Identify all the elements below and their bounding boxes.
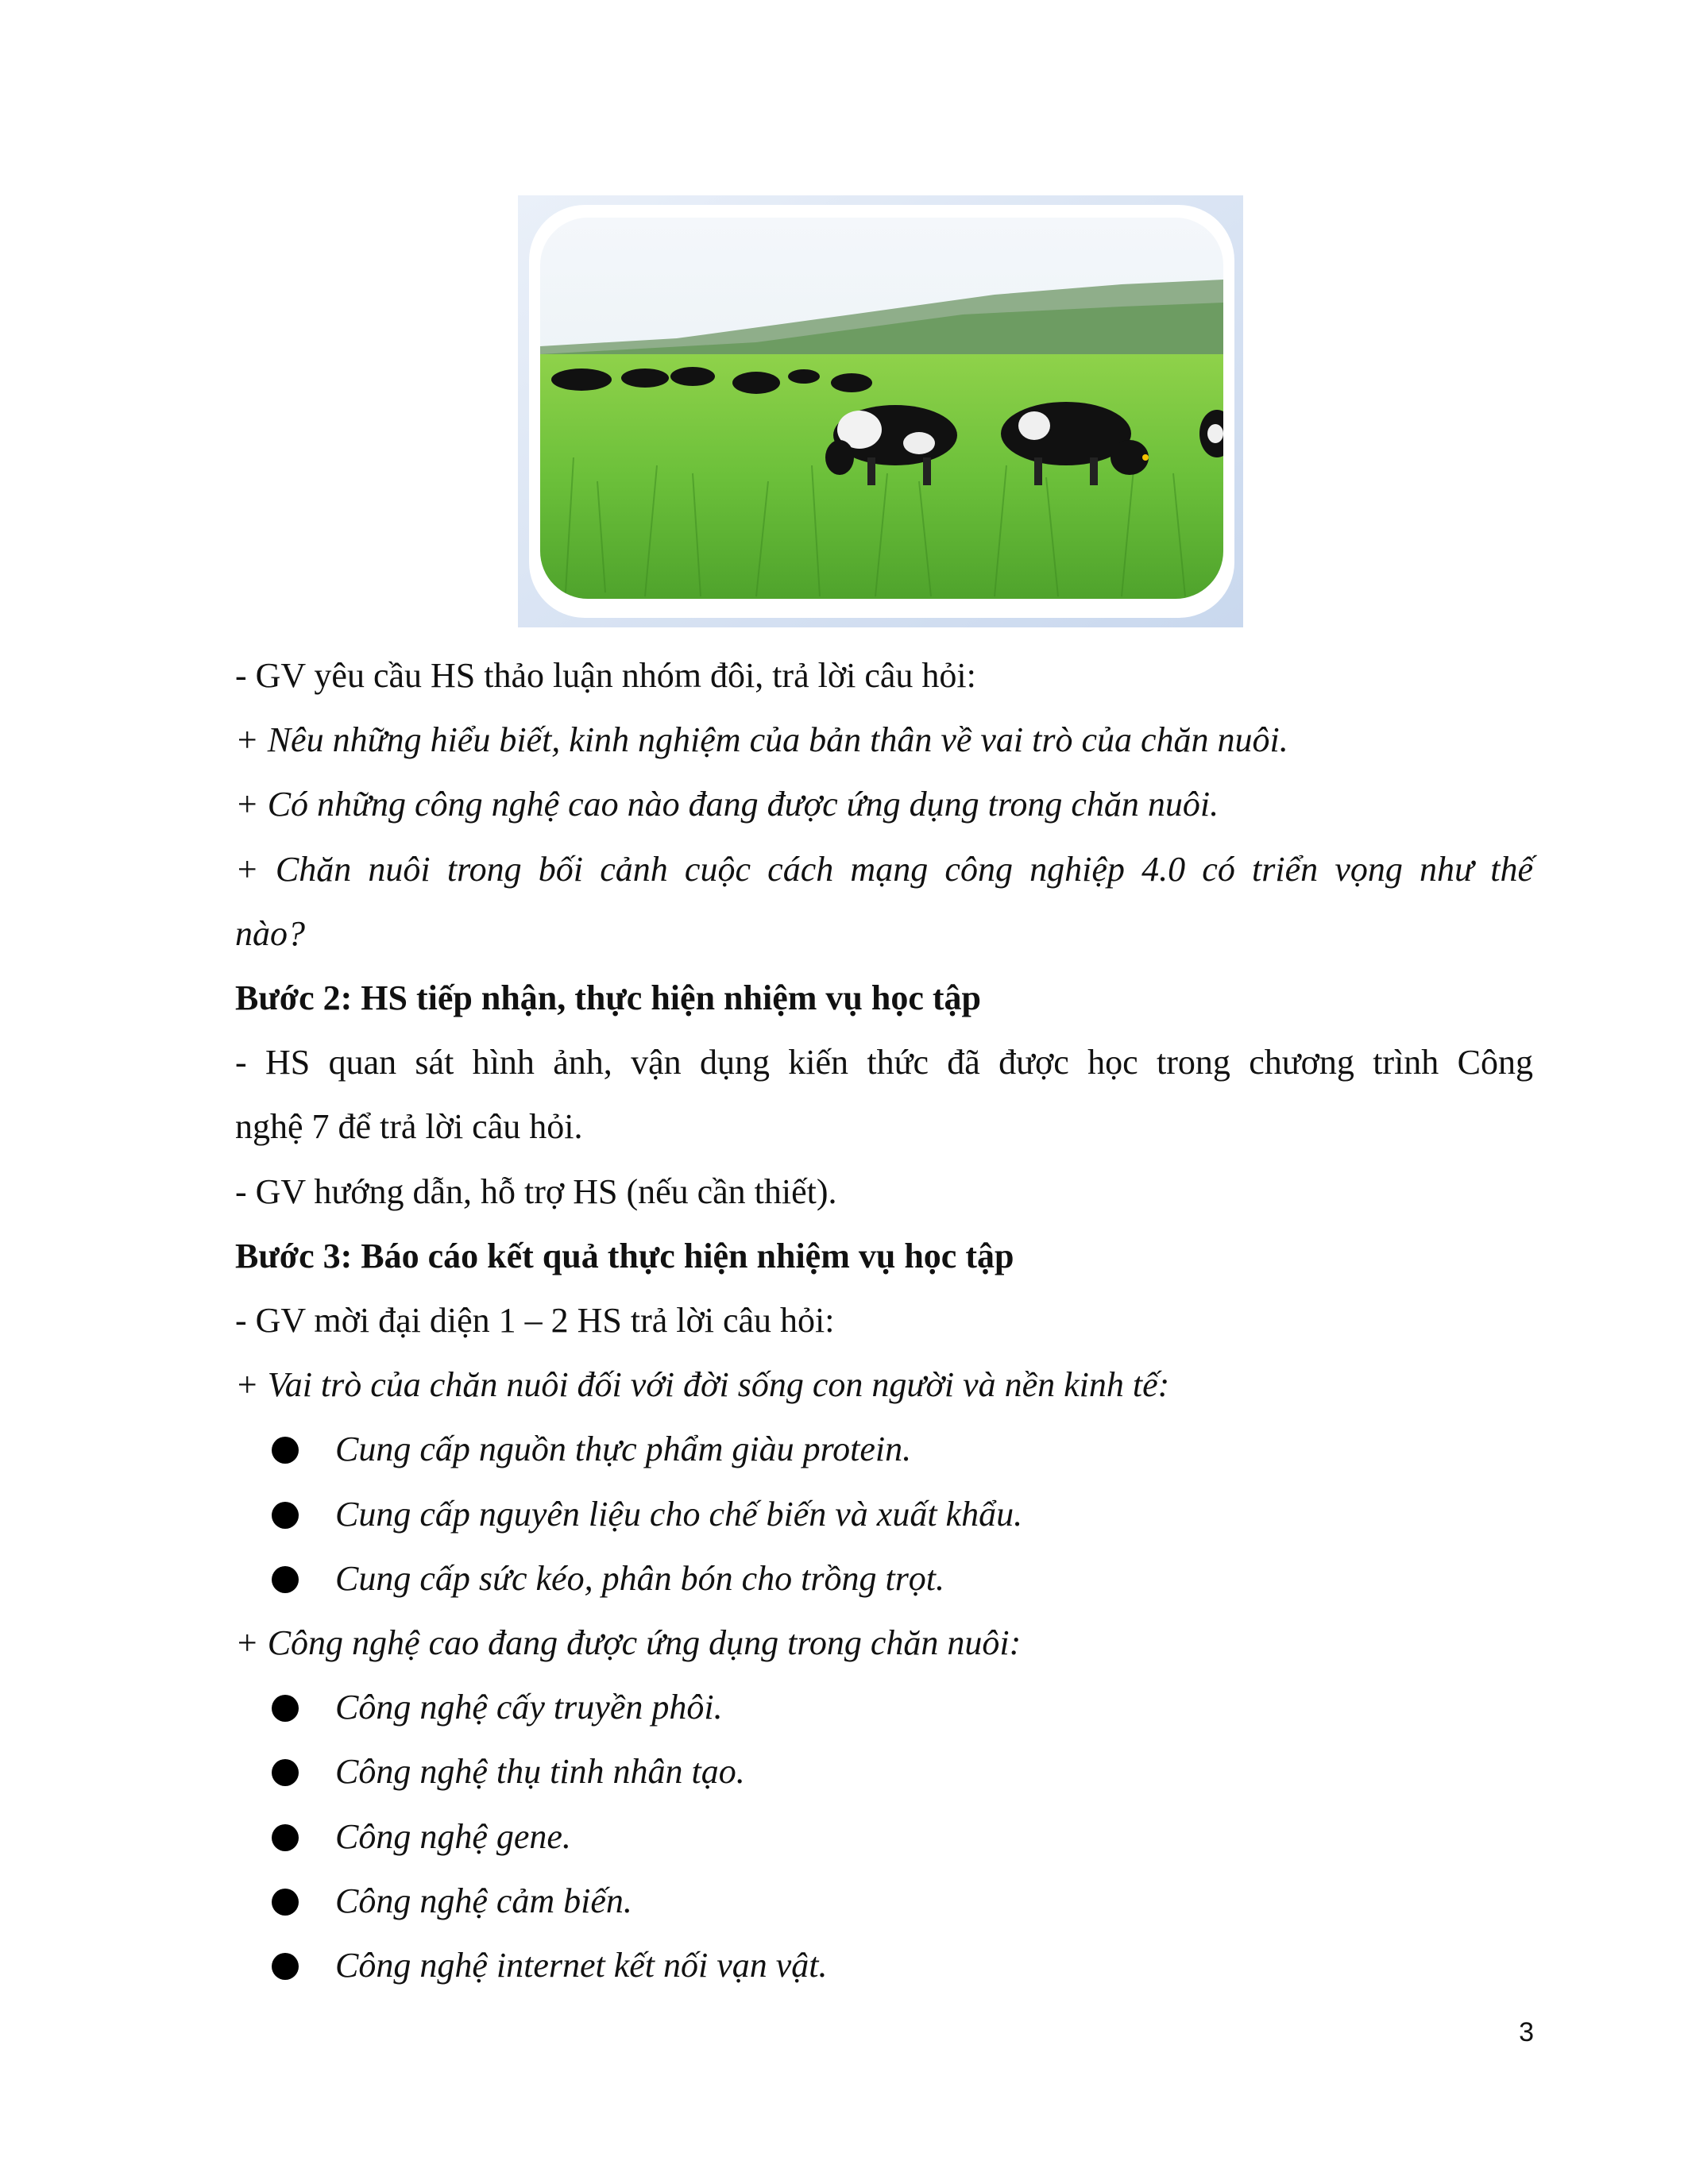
document-body [235, 643, 1533, 1997]
bullet-text: Công nghệ cấy truyền phôi. [335, 1688, 723, 1727]
answer-tech-heading: + Công nghệ cao đang được ứng dụng trong chăn nuôi: [235, 1623, 1022, 1663]
step-2-paragraph: - HS quan sát hình ảnh, vận dụng kiến thức đã được học trong chương trình Công [235, 1043, 1533, 1082]
bullet-text: Cung cấp nguyên liệu cho chế biến và xuất khẩu. [335, 1494, 1023, 1534]
bullet-item [235, 1482, 1533, 1546]
page-number: 3 [1519, 2017, 1534, 2047]
paragraph-instruction: - GV yêu cầu HS thảo luận nhóm đôi, trả lời câu hỏi: [235, 656, 976, 695]
bullet-item [235, 1933, 1533, 1997]
bullet-text: Cung cấp sức kéo, phân bón cho trồng trọt. [335, 1558, 945, 1598]
question-1: + Nêu những hiểu biết, kinh nghiệm của bản thân về vai trò của chăn nuôi. [235, 720, 1288, 760]
question-2: + Có những công nghệ cao nào đang được ứng dụng trong chăn nuôi. [235, 785, 1219, 824]
bullet-icon [272, 1566, 299, 1593]
bullet-icon [272, 1759, 299, 1786]
bullet-text: Công nghệ internet kết nối vạn vật. [335, 1946, 828, 1985]
bullet-icon [272, 1824, 299, 1851]
bullet-icon [272, 1953, 299, 1980]
cows-grazing-image [518, 195, 1243, 627]
pasture-illustration [518, 195, 1243, 627]
answer-roles-heading: + Vai trò của chăn nuôi đối với đời sống con người và nền kinh tế: [235, 1365, 1170, 1405]
bullet-item [235, 1675, 1533, 1739]
step-2-heading: Bước 2: HS tiếp nhận, thực hiện nhiệm vụ học tập [235, 978, 981, 1018]
step-2-paragraph-continued: nghệ 7 để trả lời câu hỏi. [235, 1107, 583, 1147]
bullet-item [235, 1804, 1533, 1869]
bullet-text: Cung cấp nguồn thực phẩm giàu protein. [335, 1430, 912, 1469]
bullet-icon [272, 1437, 299, 1464]
bullet-text: Công nghệ gene. [335, 1816, 571, 1856]
bullet-item [235, 1417, 1533, 1481]
step-3-paragraph: - GV mời đại diện 1 – 2 HS trả lời câu hỏi: [235, 1301, 835, 1341]
question-3: + Chăn nuôi trong bối cảnh cuộc cách mạng công nghiệp 4.0 có triển vọng như thế [235, 849, 1533, 889]
bullet-text: Công nghệ thụ tinh nhân tạo. [335, 1752, 745, 1792]
bullet-item [235, 1869, 1533, 1933]
bullet-icon [272, 1502, 299, 1529]
question-3-continued: nào? [235, 913, 305, 953]
bullet-icon [272, 1695, 299, 1722]
bullet-item [235, 1546, 1533, 1611]
bullet-text: Công nghệ cảm biến. [335, 1881, 632, 1920]
step-3-heading: Bước 3: Báo cáo kết quả thực hiện nhiệm vụ học tập [235, 1236, 1014, 1275]
bullet-item [235, 1739, 1533, 1804]
step-2-teacher-support: - GV hướng dẫn, hỗ trợ HS (nếu cần thiết). [235, 1171, 837, 1211]
bullet-icon [272, 1889, 299, 1916]
